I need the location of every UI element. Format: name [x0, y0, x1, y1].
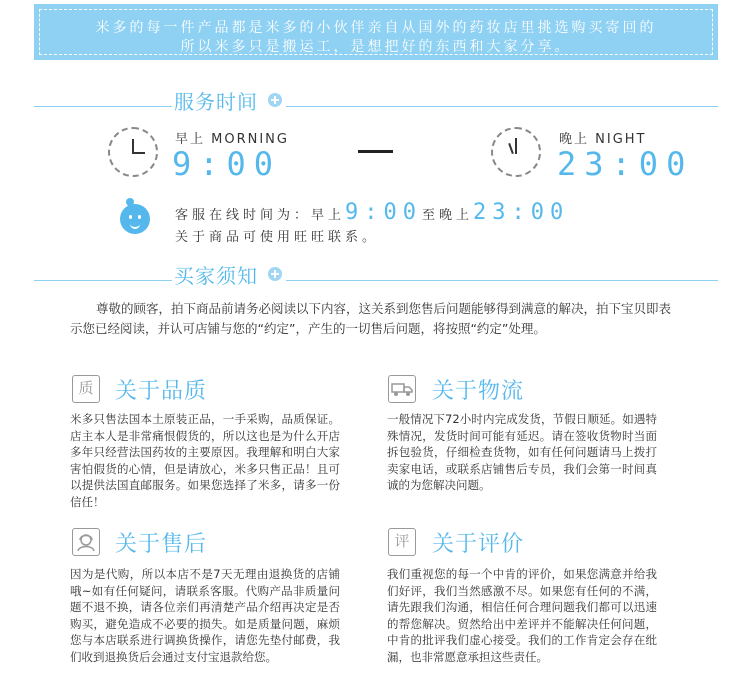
buyer-notice-title: 买家须知 — [174, 264, 258, 288]
logistics-title: 关于物流 — [432, 379, 525, 404]
clock-icon — [108, 127, 158, 177]
reviews-title: 关于评价 — [432, 532, 525, 557]
night-label: 晚上 NIGHT — [559, 132, 647, 147]
quality-title: 关于品质 — [115, 379, 208, 404]
time-range-dash — [358, 150, 393, 153]
section-divider-right — [286, 106, 718, 107]
online-hours-mid: 至晚上 — [422, 208, 474, 223]
banner-frame — [39, 9, 713, 55]
banner-line-1: 米多的每一件产品都是米多的小伙伴亲自从国外的药妆店里挑选购买寄回的 — [95, 20, 657, 36]
after-sales-body: 因为是代购，所以本店不是7天无理由退换货的店铺哦~如有任何疑问，请联系客服。代购产品非质量问题不退不换，请各位亲们再清楚产品介绍再决定是否购买，避免造成不必要的损失。如是质量问题，麻烦您与本店联系进行调换货操作，请您先垫付邮费，我们收到退换货后会通过支付宝退款给您。 — [70, 567, 340, 664]
morning-label: 早上 MORNING — [175, 132, 289, 147]
quality-body: 米多只售法国本土原装正品，一手采购，品质保证。店主本人是非常痛恨假货的，所以这也是为什么开店多年只经营法国药妆的主要原因。我理解和明白大家害怕假货的心情，但是请放心，米多只售正品！且可以提供法国直邮服务。如果您选择了米多，请多一份信任！ — [70, 412, 340, 509]
service-hours-title: 服务时间 — [174, 90, 258, 114]
section-divider-left — [34, 106, 172, 107]
plus-circle-icon — [268, 267, 282, 281]
morning-time: 9:00 — [172, 145, 282, 183]
review-icon: 评 — [388, 528, 416, 556]
support-icon — [72, 528, 100, 556]
logistics-body: 一般情况下72小时内完成发货，节假日顺延。如遇特殊情况，发货时间可能有延迟。请在签收货物时当面拆包验货，仔细检查货物，如有任何问题请马上拨打卖家电话，或联系店铺售后专员，我们会第一时间真诚的为您解决问题。 — [387, 412, 657, 492]
quality-icon: 质 — [72, 375, 100, 403]
reviews-body: 我们重视您的每一个中肯的评价，如果您满意并给我们好评，我们当然感激不尽。如果您有任何的不满，请先跟我们沟通，相信任何合理问题我们都可以迅速的帮您解决。贸然给出中差评并不能解决任何问题，中肯的批评我们虚心接受。我们的工作肯定会存在纰漏，也非常愿意承担这些责任。 — [387, 567, 657, 664]
section-divider-left — [34, 280, 172, 281]
contact-note: 关于商品可使用旺旺联系。 — [175, 230, 380, 245]
online-hours — [175, 200, 569, 225]
chat-bubble-icon — [120, 204, 150, 234]
night-time: 23:00 — [557, 145, 694, 183]
after-sales-title: 关于售后 — [115, 532, 208, 557]
online-hours-start: 9:00 — [345, 200, 422, 225]
buyer-notice-intro: 尊敬的顾客，拍下商品前请务必阅读以下内容，这关系到您售后问题能够得到满意的解决，拍下宝贝即表示您已经阅读，并认可店铺与您的“约定”，产生的一切售后问题，将按照“约定”处理。 — [70, 301, 672, 336]
online-hours-prefix: 客服在线时间为：早上 — [175, 208, 346, 223]
banner-line-2: 所以米多只是搬运工，是想把好的东西和大家分享。 — [180, 39, 572, 55]
section-divider-right — [286, 280, 718, 281]
clock-icon — [491, 127, 541, 177]
top-banner — [34, 4, 718, 60]
truck-icon — [388, 375, 416, 403]
online-hours-end: 23:00 — [473, 200, 570, 225]
plus-circle-icon — [268, 93, 282, 107]
